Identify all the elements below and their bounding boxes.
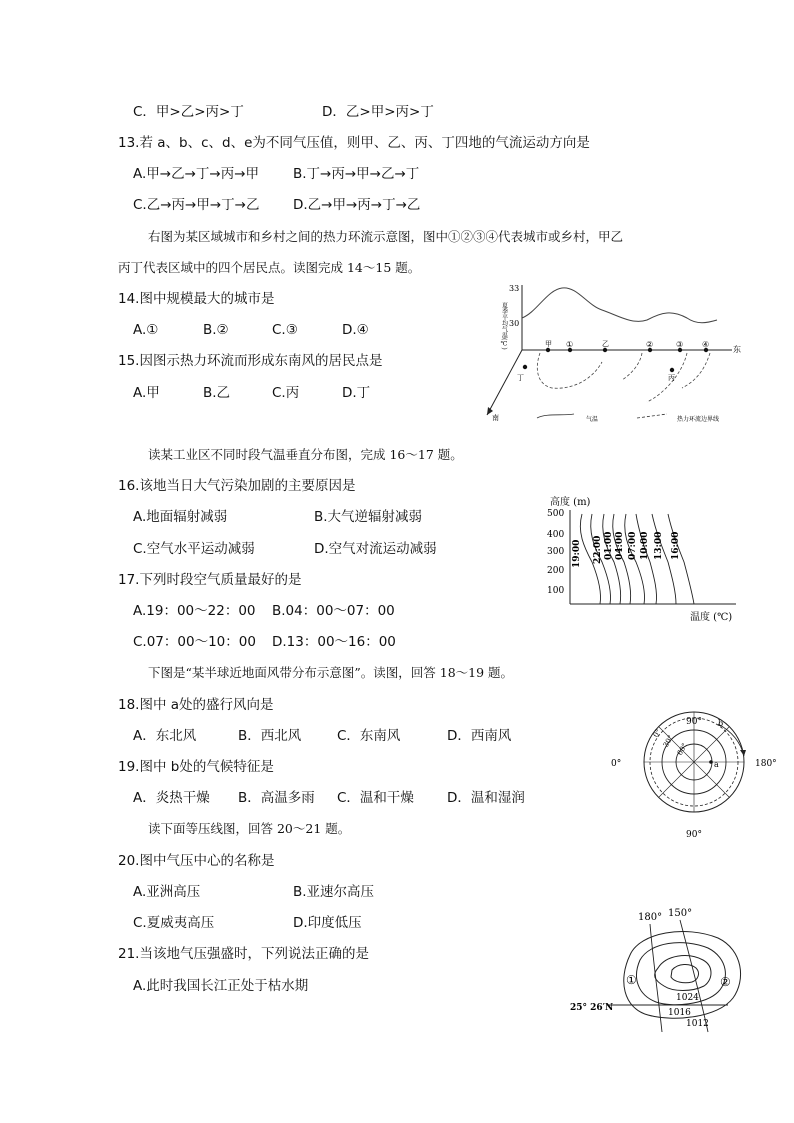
q16-option-c: C.空气水平运动减弱 [133, 541, 255, 557]
fig3-point-a [709, 760, 713, 764]
q13-option-b: B.丁→丙→甲→乙→丁 [293, 166, 420, 182]
fig4-lon-150: 150° [668, 908, 693, 919]
heat-circulation-figure [482, 280, 750, 428]
q17-option-b: B.04：00～07：00 [272, 603, 395, 619]
q15-option-a: A.甲 [133, 385, 160, 401]
q18-option-a: A．东北风 [133, 728, 197, 744]
q13-option-d: D.乙→甲→丙→丁→乙 [293, 197, 421, 213]
fig2-label-1300: 13:00 [654, 531, 664, 560]
fig4-latitude-label: 25° 26′N [570, 1003, 614, 1013]
fig1-label-yi: 乙 [602, 340, 609, 348]
q14-option-d: D.④ [342, 322, 369, 338]
fig3-right-label: 180° [755, 759, 777, 769]
fig3-wind-arrowhead-b [740, 750, 746, 756]
fig2-tick-200: 200 [547, 566, 565, 576]
fig1-point-jia [546, 348, 550, 352]
fig2-label-1600: 16:00 [671, 531, 681, 560]
q16-option-a: A.地面辐射减弱 [133, 509, 228, 525]
q13-option-a: A.甲→乙→丁→丙→甲 [133, 166, 260, 182]
q14-option-b: B.② [203, 322, 229, 338]
fig2-label-0100: 01:00 [604, 531, 614, 560]
q20-option-c: C.夏威夷高压 [133, 915, 215, 931]
q19-option-d: D．温和湿润 [447, 790, 525, 806]
q19-option-a: A．炎热干燥 [133, 790, 210, 806]
fig2-y-axis-label: 高度 (m) [550, 497, 591, 508]
fig1-tick-33: 33 [509, 284, 520, 293]
q17-stem: 17.下列时段空气质量最好的是 [118, 572, 302, 588]
isobar-figure [568, 900, 768, 1035]
q17-option-c: C.07：00～10：00 [133, 634, 256, 650]
q18-option-b: B．西北风 [238, 728, 302, 744]
fig2-label-1900: 19:00 [572, 539, 582, 568]
intro-14-15-line2: 丙丁代表区域中的四个居民点。读图完成 14～15 题。 [118, 260, 421, 275]
q15-option-b: B.乙 [203, 385, 231, 401]
q18-option-d: D．西南风 [447, 728, 512, 744]
fig4-isobar-1020 [655, 956, 711, 991]
fig4-label-1024: 1024 [676, 993, 699, 1003]
intro-18-19: 下图是“某半球近地面风带分布示意图”。读图，回答 18～19 题。 [148, 665, 514, 680]
intro-16-17: 读某工业区不同时段气温垂直分布图，完成 16～17 题。 [148, 447, 463, 462]
q16-option-d: D.空气对流运动减弱 [314, 541, 437, 557]
fig3-lat-30: 30° [661, 733, 675, 749]
fig4-lon-180: 180° [638, 912, 663, 923]
fig1-temp-axis-label: 夏季平均气温(℃) [500, 302, 508, 350]
q14-stem: 14.图中规模最大的城市是 [118, 291, 275, 307]
q17-option-d: D.13：00～16：00 [272, 634, 396, 650]
intro-20-21: 读下面等压线图，回答 20～21 题。 [148, 821, 351, 836]
fig1-south-label: 南 [492, 414, 499, 422]
q19-option-b: B．高温多雨 [238, 790, 315, 806]
fig1-point-yi [603, 348, 607, 352]
fig2-tick-100: 100 [547, 586, 565, 596]
q21-stem: 21.当该地气压强盛时，下列说法正确的是 [118, 946, 369, 962]
q21-option-a: A.此时我国长江正处于枯水期 [133, 978, 309, 994]
vertical-temperature-figure [544, 492, 744, 626]
fig1-legend-circulation: 热力环流边界线 [677, 416, 720, 423]
q16-stem: 16.该地当日大气污染加剧的主要原因是 [118, 478, 356, 494]
q15-option-d: D.丁 [342, 385, 371, 401]
q18-option-c: C．东南风 [337, 728, 401, 744]
fig3-label-a: a [714, 760, 719, 769]
fig1-label-bing: 丙 [668, 374, 675, 382]
fig1-label-jia: 甲 [545, 340, 552, 348]
fig2-x-axis-label: 温度 (℃) [690, 612, 733, 623]
fig1-circulation-boundary-2 [622, 353, 642, 380]
q13-option-c: C.乙→丙→甲→丁→乙 [133, 197, 260, 213]
q18-stem: 18.图中 a处的盛行风向是 [118, 697, 274, 713]
fig2-tick-400: 400 [547, 530, 565, 540]
fig2-label-2200: 22:00 [593, 535, 603, 564]
q13-stem: 13.若 a、b、c、d、e为不同气压值，则甲、乙、丙、丁四地的气流运动方向是 [118, 135, 590, 151]
q12-option-d: D．乙>甲>丙>丁 [322, 104, 434, 120]
q16-option-b: B.大气逆辐射减弱 [314, 509, 423, 525]
q20-option-d: D.印度低压 [293, 915, 362, 931]
fig1-legend-temp-line [537, 414, 574, 418]
fig1-temperature-curve [522, 288, 717, 323]
fig3-lat-60: 60° [675, 741, 689, 757]
q15-stem: 15.因图示热力环流而形成东南风的居民点是 [118, 353, 383, 369]
fig2-tick-300: 300 [547, 547, 565, 557]
fig1-label-c3: ③ [676, 340, 684, 349]
fig2-label-1000: 10:00 [640, 531, 650, 560]
q15-option-c: C.丙 [272, 385, 300, 401]
fig4-label-1012: 1012 [686, 1019, 709, 1029]
q19-stem: 19.图中 b处的气候特征是 [118, 759, 274, 775]
fig2-tick-500: 500 [547, 509, 565, 519]
fig3-bottom-label: 90° [686, 830, 702, 840]
fig1-label-ding: 丁 [517, 374, 524, 382]
fig1-circulation-boundary-3 [647, 353, 687, 402]
fig1-tick-30: 30 [509, 319, 520, 328]
fig2-label-0700: 07:00 [628, 531, 638, 560]
fig2-label-0400: 04:00 [615, 531, 625, 560]
fig1-east-label: 东 [733, 345, 741, 354]
fig1-legend-temp: 气温 [586, 416, 599, 423]
fig1-south-axis [487, 350, 522, 415]
fig1-circulation-boundary-4 [682, 353, 710, 388]
fig3-label-b: b [718, 719, 724, 728]
fig3-top-label: 90° [686, 717, 702, 727]
fig1-label-c2: ② [646, 340, 654, 349]
fig1-label-c4: ④ [702, 340, 710, 349]
intro-14-15-line1: 右图为某区域城市和乡村之间的热力环流示意图，图中①②③④代表城市或乡村，甲乙 [148, 229, 624, 244]
fig1-circulation-boundary-1 [537, 353, 602, 388]
fig1-point-bing [670, 368, 674, 372]
fig3-left-label: 0° [611, 759, 622, 769]
fig3-lat-0: 0° [651, 727, 663, 739]
fig4-label-1016: 1016 [668, 1008, 691, 1018]
q14-option-c: C.③ [272, 322, 298, 338]
q20-stem: 20.图中气压中心的名称是 [118, 853, 275, 869]
q17-option-a: A.19：00～22：00 [133, 603, 256, 619]
fig4-marker-1: ① [626, 973, 637, 987]
q14-option-a: A.① [133, 322, 159, 338]
fig1-legend-circulation-line [637, 414, 667, 418]
fig1-point-ding [523, 365, 527, 369]
fig4-marker-2: ② [720, 975, 731, 989]
fig1-label-c1: ① [566, 340, 574, 349]
q19-option-c: C．温和干燥 [337, 790, 414, 806]
q20-option-b: B.亚速尔高压 [293, 884, 375, 900]
wind-belts-figure [608, 710, 784, 840]
q20-option-a: A.亚洲高压 [133, 884, 201, 900]
q12-option-c: C．甲>乙>丙>丁 [133, 104, 244, 120]
